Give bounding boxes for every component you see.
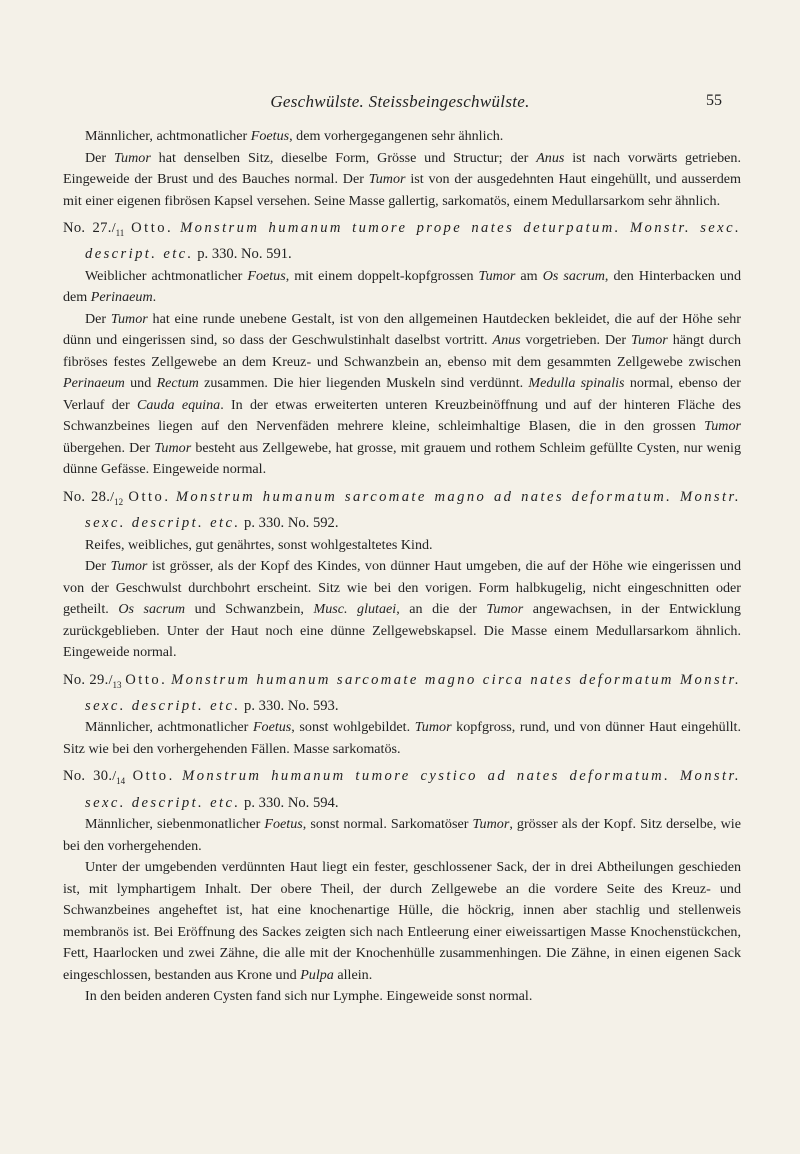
page-body xyxy=(63,126,741,1008)
page-header xyxy=(0,92,800,116)
entry-heading: No. $30./_{14}$ Otto. Monstrum humanum tumore cystico ad nates deformatum. Monstr. sexc. descript. etc. p. 330. No. 594. xyxy=(63,768,741,811)
paragraph: Männlicher, achtmonatlicher Foetus, dem vorhergegangenen sehr ähnlich. xyxy=(85,128,504,144)
paragraph: Der Tumor ist grösser, als der Kopf des Kindes, von dünner Haut umgeben, die auf der Höhe wie eingerissen und von der Geschwulst durchbohrt erscheint. Sitz wie bei den vorigen. Form halbkugelig, nicht eingeschnitten oder getheilt. Os sacrum und Schwanzbein, Musc. glutaei, an die der Tumor angewachsen, in der Entwicklung zurückgeblieben. Unter der Haut noch eine dünne Zellgewebskapsel. Die Masse einem Medullarsarkom ähnlich. Eingeweide normal. xyxy=(63,558,741,661)
paragraph: Reifes, weibliches, gut genährtes, sonst wohlgestaltetes Kind. xyxy=(85,536,433,553)
paragraph: In den beiden anderen Cysten fand sich nur Lymphe. Eingeweide sonst normal. xyxy=(85,988,533,1005)
entry-heading: No. $27./_{11}$ Otto. Monstrum humanum tumore prope nates deturpatum. Monstr. sexc. descript. etc. p. 330. No. 591. xyxy=(63,220,741,263)
paragraph: Der Tumor hat eine runde unebene Gestalt, ist von den allgemeinen Hautdecken bekleidet, die auf der Höhe sehr dünn und eingerissen sind, so dass der Geschwulstinhalt daselbst vortritt. Anus vorgetrieben. Der Tumor hängt durch fibröses festes Zellgewebe an dem Kreuz- und Schwanzbein an, ebenso mit dem gesammten Zellgewebe zwischen Perinaeum und Rectum zusammen. Die hier liegenden Muskeln sind verdünnt. Medulla spinalis normal, ebenso der Verlauf der Cauda equina. In der etwas erweiterten unteren Kreuzbeinöffnung und auf der hinteren Fläche des Schwanzbeines liegen auf den Nervenfäden mehrere kleine, schleimhaltige Blasen, die in den grossen Tumor übergehen. Der Tumor besteht aus Zellgewebe, hat grosse, mit grauem und rothem Schleim gefüllte Cysten, nur wenig dünne Gefässe. Eingeweide normal. xyxy=(63,310,741,478)
entry-heading: No. $28./_{12}$ Otto. Monstrum humanum sarcomate magno ad nates deformatum. Monstr. sexc. descript. etc. p. 330. No. 592. xyxy=(63,488,741,532)
entry-heading: No. $29./_{13}$ Otto. Monstrum humanum sarcomate magno circa nates deformatum Monstr. sexc. descript. etc. p. 330. No. 593. xyxy=(63,671,741,714)
running-title: Geschwülste. Steissbeingeschwülste. xyxy=(270,92,530,111)
paragraph: Weiblicher achtmonatlicher Foetus, mit einem doppelt-kopfgrossen Tumor am Os sacrum, den Hinterbacken und dem Perinaeum. xyxy=(63,267,741,306)
paragraph: Männlicher, siebenmonatlicher Foetus, sonst normal. Sarkomatöser Tumor, grösser als der Kopf. Sitz derselbe, wie bei den vorhergehenden. xyxy=(63,816,741,854)
paragraph: Der Tumor hat denselben Sitz, dieselbe Form, Grösse und Structur; der Anus ist nach vorwärts getrieben. Eingeweide der Brust und des Bauches normal. Der Tumor ist von der ausgedehnten Haut eingehüllt, und ausserdem mit einer eigenen fibrösen Kapsel versehen. Seine Masse gallertig, sarkomatös, einem Medullarsarkom sehr ähnlich. xyxy=(63,149,741,209)
paragraph: Unter der umgebenden verdünnten Haut liegt ein fester, geschlossener Sack, der in drei Abtheilungen geschieden ist, mit lymphartigem Inhalt. Der obere Theil, der durch Zellgewebe an die vordere Seite des Kreuz- und Schwanzbeines angeheftet ist, hat eine knochenartige Hülle, die höckrig, innen aber stachlig und stellenweis membranös ist. Bei Eröffnung des Sackes zeigten sich nach Entleerung einer eiweissartigen Masse Knochenstückchen, Fett, Haarlocken und zwei Zähne, die alle mit der Knochenhülle zusammenhingen. Die Zähne, in einen eigenen Sack eingeschlossen, bestanden aus Krone und Pulpa allein. xyxy=(63,859,741,983)
page-number: 55 xyxy=(706,92,722,109)
paragraph: Männlicher, achtmonatlicher Foetus, sonst wohlgebildet. Tumor kopfgross, rund, und von dünner Haut eingehüllt. Sitz wie bei den vorhergehenden Fällen. Masse sarkomatös. xyxy=(63,719,741,757)
